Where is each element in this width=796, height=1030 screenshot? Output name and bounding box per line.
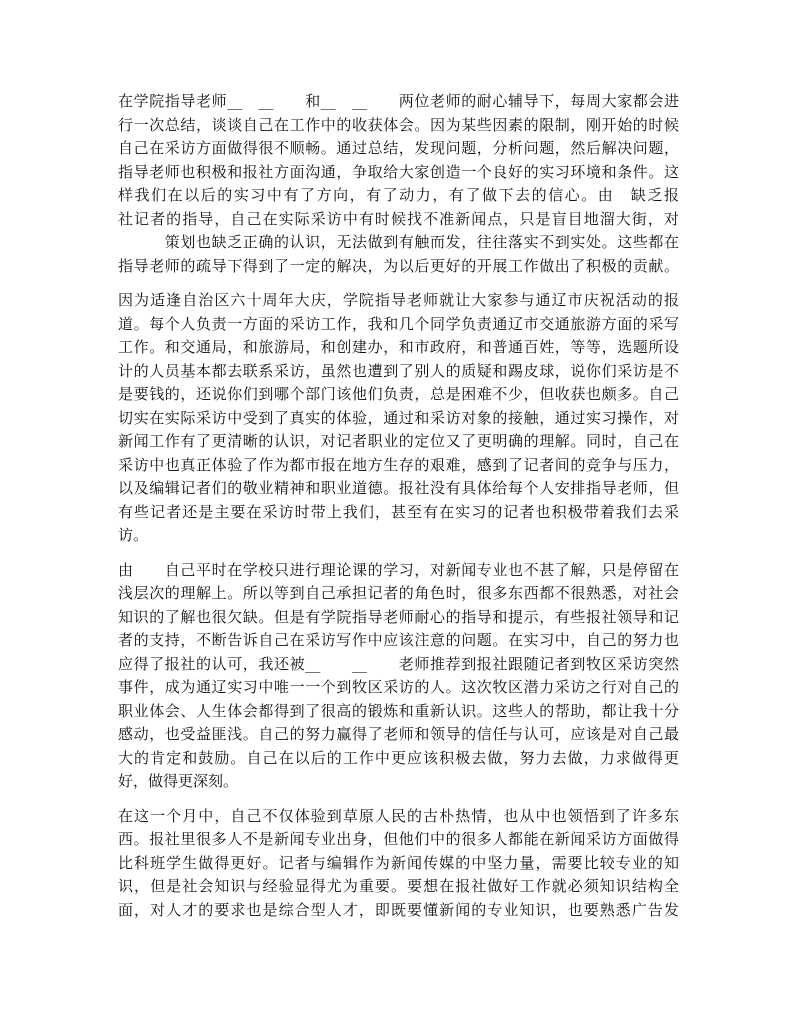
text-line: 西。报社里很多人不是新闻专业出身，但他们中的很多人都能在新闻采访方面做得 [118, 830, 679, 848]
text-line: 因为适逢自治区六十周年大庆，学院指导老师就让大家参与通辽市庆祝活动的报 [118, 291, 679, 309]
text-line: 浅层次的理解上。所以等到自己承担记者的角色时，很多东西都不很熟悉，对社会 [118, 584, 679, 602]
text-line: 比科班学生做得更好。记者与编辑作为新闻传媒的中坚力量，需要比较专业的知 [118, 853, 679, 872]
text-line: 道。每个人负责一方面的采访工作，我和几个同学负责通辽市交通旅游方面的采写 [118, 314, 679, 333]
text-line: 大的肯定和鼓励。自己在以后的工作中更应该积极去做，努力去做，力求做得更 [118, 748, 679, 767]
paragraph [118, 289, 679, 548]
text-line: 在这一个月中，自己不仅体验到草原人民的古朴热情，也从中也领悟到了许多东 [118, 806, 679, 825]
text-line: 应得了报社的认可，我还被__ __ 老师推荐到报社跟随记者到牧区采访突然 [118, 654, 679, 673]
text-line: 访。 [118, 526, 149, 544]
text-line: 有些记者还是主要在采访时带上我们，甚至有在实习的记者也积极带着我们去采 [118, 502, 679, 521]
paragraph [118, 805, 679, 923]
text-line: 事件，成为通辽实习中唯一一个到牧区采访的人。这次牧区潜力采访之行对自己的 [118, 678, 679, 696]
text-line: 者的支持，不断告诉自己在采访写作中应该注意的问题。在实习中，自己的努力也 [118, 631, 679, 649]
text-line: 社记者的指导，自己在实际采访中有时候找不准新闻点，只是盲目地溜大街，对 [118, 209, 679, 228]
text-line: 样我们在以后的实习中有了方向，有了动力，有了做下去的信心。由 缺乏报 [118, 186, 679, 204]
text-line: 采访中也真正体验了作为都市报在地方生存的艰难，感到了记者间的竞争与压力， [118, 455, 679, 474]
text-line: 好，做得更深刻。 [118, 772, 239, 790]
text-line: 指导老师的疏导下得到了一定的解决，为以后更好的开展工作做出了积极的贡献。 [118, 256, 679, 275]
text-line: 面，对人才的要求也是综合型人才，即既要懂新闻的专业知识，也要熟悉广告发 [118, 900, 679, 919]
text-line: 自己在采访方面做得很不顺畅。通过总结，发现问题，分析问题，然后解决问题， [118, 139, 679, 157]
document-body [118, 90, 679, 933]
text-line: 指导老师也积极和报社方面沟通，争取给大家创造一个良好的实习环境和条件。这 [118, 162, 679, 181]
text-line: 策划也缺乏正确的认识，无法做到有触而发，往往落实不到实处。这些都在 [118, 233, 679, 251]
text-line: 在学院指导老师__ __ 和__ __ 两位老师的耐心辅导下，每周大家都会进 [118, 92, 679, 110]
text-line: 以及编辑记者们的敬业精神和职业道德。报社没有具体给每个人安排指导老师，但 [118, 479, 679, 497]
paragraph [118, 90, 679, 278]
text-line: 知识的了解也很欠缺。但是有学院指导老师耐心的指导和提示，有些报社领导和记 [118, 607, 679, 626]
text-line: 切实在实际采访中受到了真实的体验，通过和采访对象的接触，通过实习操作，对 [118, 408, 679, 427]
text-line: 职业体会、人生体会都得到了很高的锻炼和重新认识。这些人的帮助，都让我十分 [118, 701, 679, 720]
text-line: 感动，也受益匪浅。自己的努力赢得了老师和领导的信任与认可，应该是对自己最 [118, 725, 679, 743]
text-line: 计的人员基本都去联系采访，虽然也遭到了别人的质疑和踢皮球，说你们采访是不 [118, 361, 679, 380]
text-line: 新闻工作有了更清晰的认识，对记者职业的定位又了更明确的理解。同时，自己在 [118, 432, 679, 450]
paragraph [118, 559, 679, 794]
text-line: 工作。和交通局，和旅游局，和创建办，和市政府，和普通百姓，等等，选题所设 [118, 338, 679, 356]
text-line: 行一次总结，谈谈自己在工作中的收获体会。因为某些因素的限制，刚开始的时候 [118, 115, 679, 134]
text-line: 是要钱的，还说你们到哪个部门该他们负责，总是困难不少，但收获也颇多。自己 [118, 385, 679, 403]
text-line: 识，但是社会知识与经验显得尤为重要。要想在报社做好工作就必须知识结构全 [118, 877, 679, 895]
text-line: 由 自己平时在学校只进行理论课的学习，对新闻专业也不甚了解，只是停留在 [118, 560, 679, 579]
